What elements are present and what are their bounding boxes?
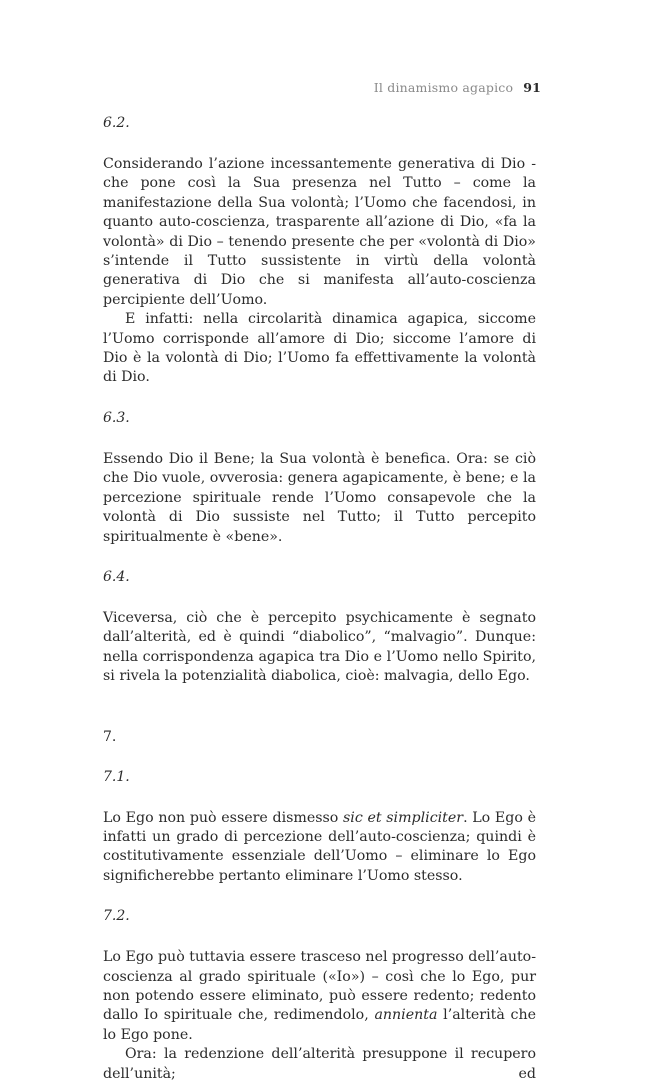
paragraph-6-4-1: Viceversa, ciò che è percepito psychicamente è segnato dall’alterità, ed è quindi “diabolico”, “malvagio”. Dunque: nella corrispondenza agapica tra Dio e l’Uomo nello Spirito, si rivela la potenzialità diabolica, cioè: malvagia, dello Ego. bbox=[103, 609, 536, 685]
paragraph-6-3-1: Essendo Dio il Bene; la Sua volontà è benefica. Ora: se ciò che Dio vuole, ovverosia: genera agapicamente, è bene; e la percezione spirituale rende l’Uomo consapevole che la volontà di Dio sussiste nel Tutto; il Tutto percepito spiritualmente è «bene». bbox=[103, 450, 536, 545]
section-heading-6-3: 6.3. bbox=[103, 409, 130, 426]
section-heading-6-2: 6.2. bbox=[103, 115, 130, 131]
text-run: Lo Ego può tuttavia essere trasceso nel progresso dell’auto-coscienza al grado spirituale («Io») – così che lo Ego, pur non potendo essere eliminato, può essere redento; redento dallo Io spirituale che, redimendolo, bbox=[103, 949, 536, 1024]
paragraph-7-2-1 bbox=[103, 948, 536, 1045]
section-heading-7-1: 7.1. bbox=[103, 768, 130, 785]
text-run: . Lo Ego è infatti un grado di percezione dell’auto-coscienza; quindi è costitutivamente essenziale dell’Uomo – eliminare lo Ego significherebbe pertanto eliminare l’Uomo stesso. bbox=[103, 809, 536, 884]
section-heading-7-2: 7.2. bbox=[103, 908, 130, 925]
text-run: l’alterità che lo Ego pone. bbox=[103, 1007, 537, 1043]
page-number: 91 bbox=[523, 80, 541, 95]
section-heading-6-4: 6.4. bbox=[103, 568, 130, 585]
paragraph-6-2-1: Considerando l’azione incessantemente generativa di Dio - che pone così la Sua presenza nel Tutto – come la manifestazione della Sua volontà; l’Uomo che facendosi, in quanto auto-coscienza, trasparente all’azione di Dio, «fa la volontà» di Dio – tenendo presente che per «volontà di Dio» s’intende il Tutto sussistente in virtù della volontà generativa di Dio che si manifesta all’auto-coscienza percipiente dell’Uomo. bbox=[103, 156, 536, 308]
running-head-title: Il dinamismo agapico bbox=[373, 80, 514, 95]
section-heading-7: 7. bbox=[103, 728, 117, 745]
running-head bbox=[374, 80, 541, 95]
emphasis-text: annienta bbox=[374, 1007, 438, 1024]
paragraph-7-2-2: Ora: la redenzione dell’alterità presuppone il recupero dell’unità; ed bbox=[103, 1046, 536, 1082]
paragraph-7-1-1 bbox=[103, 809, 536, 887]
page-body bbox=[103, 113, 536, 1084]
text-run: Lo Ego non può essere dismesso bbox=[103, 809, 344, 826]
emphasis-text: sic et simpliciter bbox=[343, 809, 464, 826]
paragraph-6-2-2: E infatti: nella circolarità dinamica agapica, siccome l’Uomo corrisponde all’amore di Dio; siccome l’amore di Dio è la volontà di Dio; l’Uomo fa effettivamente la volontà di Dio. bbox=[103, 311, 536, 386]
